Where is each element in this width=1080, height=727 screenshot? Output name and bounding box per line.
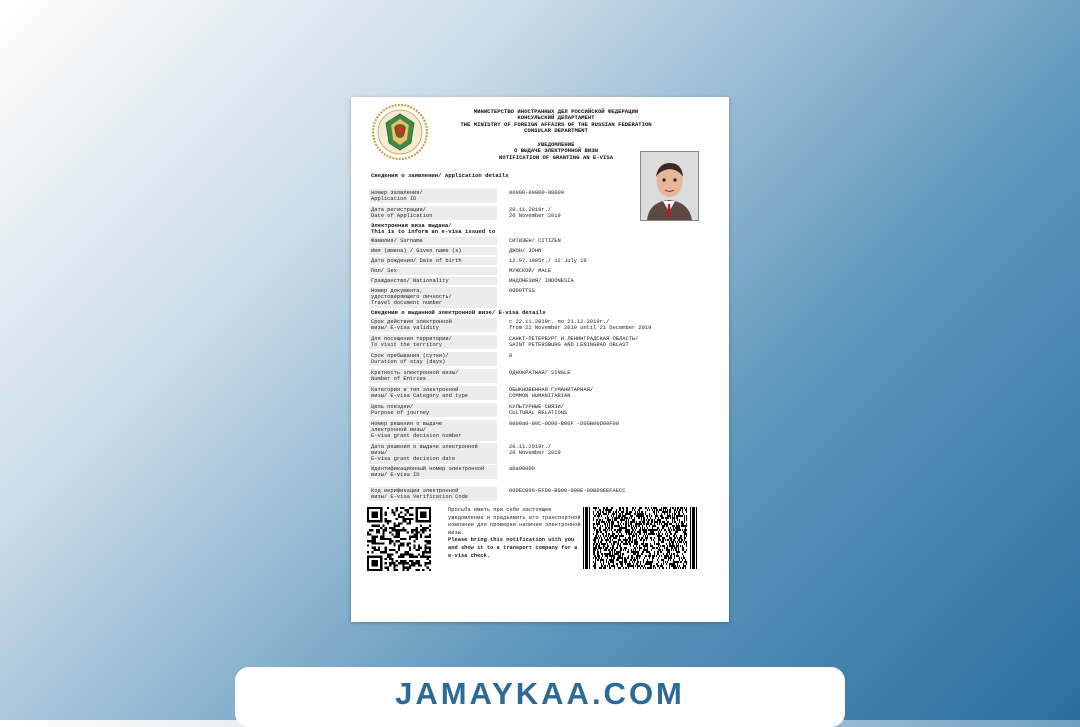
field-label: Для посещения территории/ To visit the territory (369, 335, 497, 349)
section-application-title: Сведения о заявлении/ Application details (371, 172, 509, 179)
field-value: 20.11.2019г./ 20 November 2019 (509, 444, 561, 457)
field-label: Номер документа, удостоверяющего личность/ Travel document number (369, 287, 497, 308)
header-line: THE MINISTRY OF FOREIGN AFFAIRS OF THE RUSSIAN FEDERATION (460, 120, 652, 128)
field-label: Фамилия/ Surname (369, 237, 497, 245)
field-value: 0000TTSS (509, 288, 535, 294)
notice-russian: Просьба иметь при себе настоящее уведомление и предъявить его транспортной компании для проверки наличия электронной визы. (448, 507, 581, 536)
field-label: Категория и тип электронной визы/ E-visa Category and type (369, 386, 497, 400)
mfa-emblem-icon (371, 103, 429, 161)
field-value: с 22.11.2019г. по 21.12.2019г./ from 22 November 2019 until 21 December 2019 (509, 319, 652, 332)
field-label: Идентификационный номер электронной визы/ E-visa ID (369, 465, 497, 479)
section-evisa-title: Сведения о выданной электронной визе/ E-visa details (371, 309, 546, 316)
field-label: Гражданство/ Nationality (369, 277, 497, 285)
field-label: Дата регистрации/ Date of Application (369, 206, 497, 220)
field-label: Дата рождения/ Date of birth (369, 257, 497, 265)
field-value: a0a00000 (509, 466, 535, 472)
pdf417-barcode-icon (583, 507, 697, 569)
field-value: 20.11.2019г./ 20 November 2019 (509, 207, 561, 220)
qr-code-icon (367, 507, 431, 571)
row-application-date (369, 206, 699, 220)
field-label: Имя (имена) / Given name (s) (369, 247, 497, 255)
field-label: Номер решения о выдаче электронной визы/ E-visa grant decision number (369, 420, 497, 441)
field-value: СИТИЗЕН/ CITIZEN (509, 238, 561, 244)
title-line: УВЕДОМЛЕНИЕ (537, 141, 575, 148)
field-value: ДЖОН/ JOHN (509, 248, 542, 254)
field-value: ОДНОКРАТНАЯ/ SINGLE (509, 370, 571, 376)
section-issued-title: Электронная виза выдана/ This is to inform an e-visa issued to (371, 222, 496, 236)
brand-banner (235, 667, 845, 727)
title-line: О ВЫДАЧЕ ЭЛЕКТРОННОЙ ВИЗЫ (514, 147, 598, 155)
field-value: 000EC000-EFD0-B000-000E-00B00EEFAECC (509, 488, 626, 494)
field-label: Цель поездки/ Purpose of journey (369, 403, 497, 417)
transport-notice (448, 507, 585, 560)
header-line: МИНИСТЕРСТВО ИНОСТРАННЫХ ДЕЛ РОССИЙСКОЙ ФЕДЕРАЦИИ (473, 108, 639, 115)
field-value: 00000-00000-00000 (509, 190, 564, 196)
field-value: КУЛЬТУРНЫЕ СВЯЗИ/ CULTURAL RELATIONS (509, 404, 568, 417)
title-line: NOTIFICATION OF GRANTING AN E-VISA (498, 153, 614, 161)
row-application-id (369, 189, 699, 203)
ministry-header (431, 109, 681, 135)
field-label: Кратность электронной визы/ Number of Entries (369, 369, 497, 383)
field-value: САНКТ-ПЕТЕРБУРГ И ЛЕНИНГРАДСКАЯ ОБЛАСТЬ/ SAINT PETERSBURG AND LENINGRAD OBLAST (509, 336, 639, 349)
notice-english: Please bring this notification with you and show it to a transport company for a e-visa check. (448, 537, 578, 559)
field-label: Срок пребывания (сутки)/ Duration of stay (days) (369, 352, 497, 366)
field-label: Дата решения о выдаче электронной визы/ E-visa grant decision date (369, 443, 497, 464)
field-value: 0000a0-00C-0D00-B00F -D00B00D00F00 (509, 421, 619, 427)
header-line: КОНСУЛЬСКИЙ ДЕПАРТАМЕНТ (517, 114, 595, 122)
evisa-document (351, 97, 729, 622)
notification-title (441, 142, 671, 161)
field-label: Срок действия электронной визы/ E-visa validity (369, 318, 497, 332)
field-label: Пол/ Sex (369, 267, 497, 275)
field-value: 8 (509, 353, 513, 359)
field-value: ОБЫКНОВЕННАЯ ГУМАНИТАРНАЯ/ COMMON HUMANITARIAN (509, 387, 594, 400)
field-label: Номер заявления/ Application ID (369, 189, 497, 203)
field-value: МУЖСКОЙ/ MALE (509, 268, 552, 274)
header-line: CONSULAR DEPARTMENT (524, 127, 588, 135)
field-value: 12.07.1985г./ 12 July 19 (509, 258, 587, 264)
field-value: ИНДОНЕЗИЯ/ INDONESIA (509, 278, 574, 284)
brand-name: JAMAYKAA.COM (395, 676, 685, 711)
field-label: Код верификации электронной визы/ E-visa Verification Code (369, 487, 497, 501)
